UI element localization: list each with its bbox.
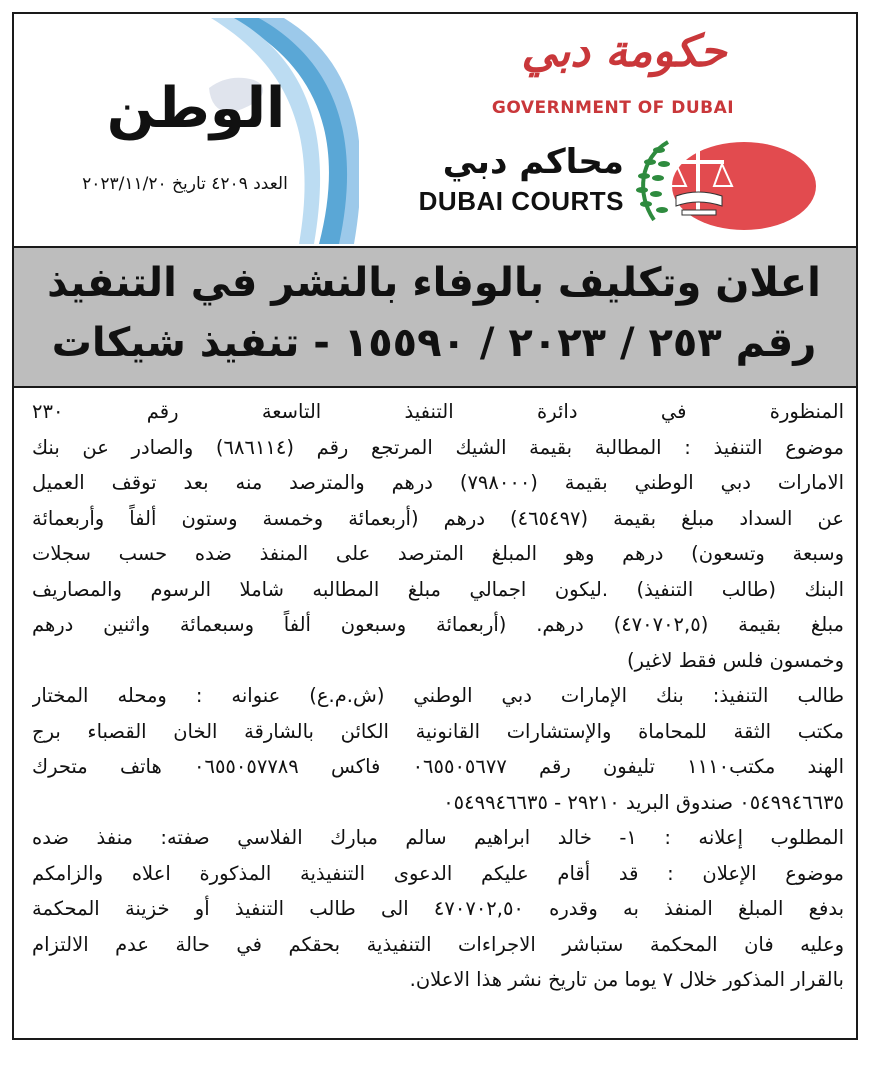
body-line: ٠٥٤٩٩٤٦٦٣٥ صندوق البريد ٢٩٢١٠ - ٠٥٤٩٩٤٦٦٣٥ (443, 790, 844, 814)
body-line: بدفع المبلغ المنفذ به وقدره ٤٧٠٧٠٢,٥٠ الى طالب التنفيذ أو خزينة المحكمة (32, 897, 844, 920)
body-line: عن السداد مبلغ بقيمة (٤٦٥٤٩٧) درهم (أربعمائة وخمسة وستون ألفاً وأربعمائة (32, 506, 844, 530)
body-line: المنظورة في دائرة التنفيذ التاسعة رقم ٢٣٠ (32, 400, 844, 423)
body-line: البنك (طالب التنفيذ) .ليكون اجمالي مبلغ المطالبه شاملا الرسوم والمصاريف (32, 577, 844, 601)
body-line: بالقرار المذكور خلال ٧ يوما من تاريخ نشر هذا الاعلان. (409, 968, 844, 991)
body-line: الهند مكتب١١١٠ تليفون رقم ٠٦٥٥٠٥٦٧٧ فاكس ٠٦٥٥٠٥٧٧٨٩ هاتف متحرك (32, 755, 844, 778)
body-line: المطلوب إعلانه : ١- خالد ابراهيم سالم مبارك الفلاسي صفته: منفذ ضده (32, 826, 844, 849)
header (14, 14, 856, 246)
issue-line: العدد ٤٢٠٩ تاريخ ٢٠٢٣/١١/٢٠ (82, 174, 288, 194)
body-line: موضوع الإعلان : قد أقام عليكم الدعوى التنفيذية المذكورة اعلاه والزامكم (32, 861, 844, 885)
body-line: مكتب الثقة للمحاماة والإستشارات القانونية الكائن بالشارقة الخان القصباء برج (32, 719, 844, 743)
body-line: موضوع التنفيذ : المطالبة بقيمة الشيك المرتجع رقم (٦٨٦١١٤) والصادر عن بنك (32, 435, 844, 459)
case-number-title: رقم ٢٥٣ / ٢٠٢٣ / ١٥٥٩٠ - تنفيذ شيكات (51, 320, 817, 366)
body-line: طالب التنفيذ: بنك الإمارات دبي الوطني (ش.م.ع) عنوانه : ومحله المختار (32, 684, 844, 707)
notice-body (32, 394, 844, 998)
body-line: وخمسون فلس فقط لاغير) (626, 648, 844, 672)
body-line: مبلغ بقيمة (٤٧٠٧٠٢,٥) درهم. (أربعمائة وسبعون ألفاً وسبعمائة واثنين درهم (32, 613, 844, 636)
body-line: وعليه فان المحكمة ستباشر الاجراءات التنفيذية بحقكم في حالة عدم الالتزام (32, 932, 844, 956)
courts-english-name: DUBAI COURTS (418, 186, 624, 216)
title-band (14, 246, 856, 388)
notice-title: اعلان وتكليف بالوفاء بالنشر في التنفيذ (47, 260, 821, 306)
body-line: وسبعة وتسعون) درهم وهو المبلغ المترصد على المنفذ ضده حسب سجلات (32, 542, 844, 565)
government-english-logo: GOVERNMENT OF DUBAI (491, 98, 735, 118)
body-line: الامارات دبي الوطني بقيمة (٧٩٨٠٠٠) درهم والمترصد منه بعد توقف العميل (32, 471, 844, 494)
courts-arabic-name: محاكم دبي (442, 142, 624, 182)
scales-of-justice-icon (626, 134, 816, 234)
newspaper-name: الوطن (106, 76, 286, 141)
advertisement-frame (12, 12, 858, 1040)
government-arabic-logo: حكومة دبي (521, 26, 727, 77)
